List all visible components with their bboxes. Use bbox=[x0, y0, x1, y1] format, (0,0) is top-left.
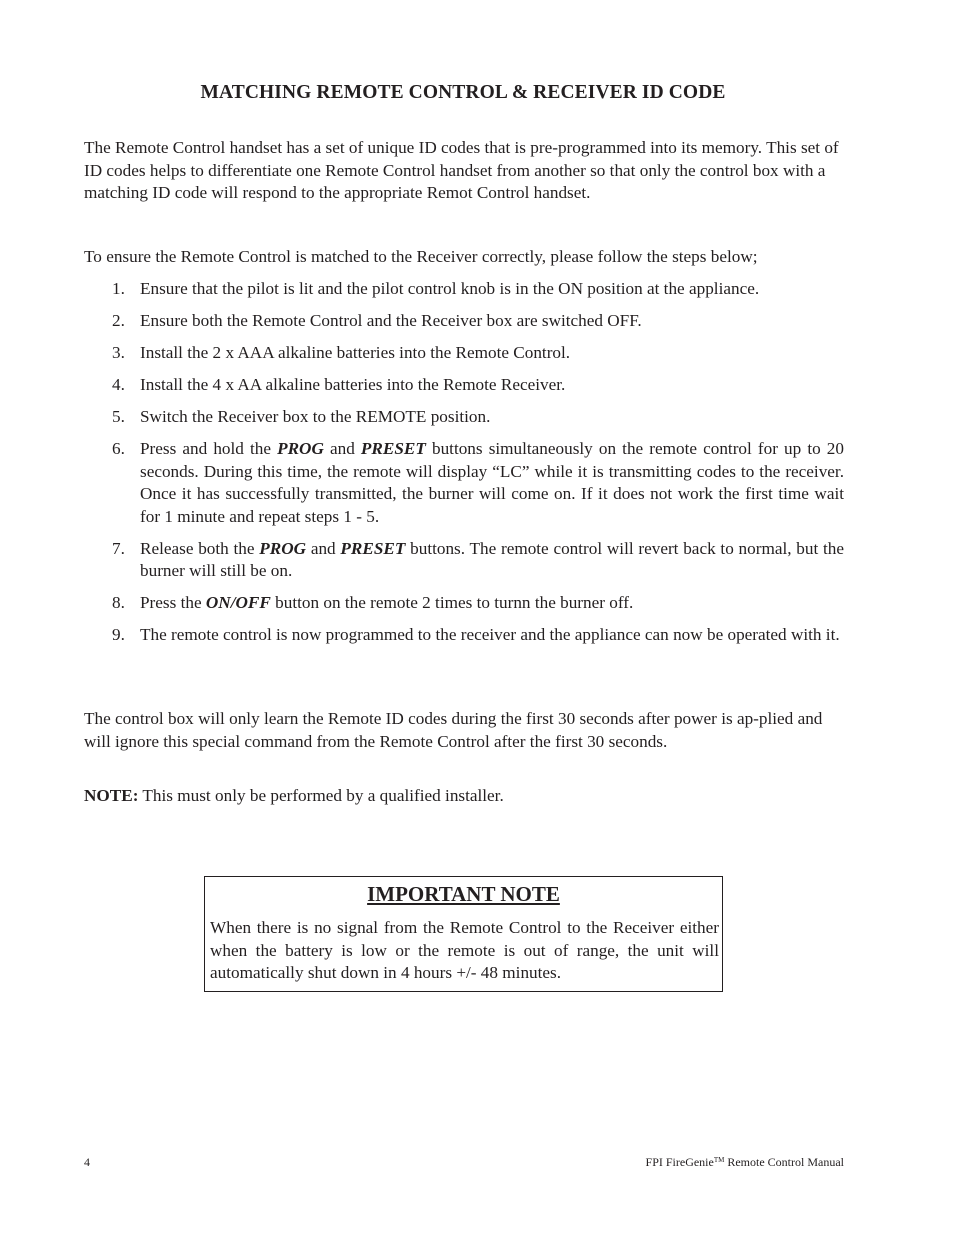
step-text: The remote control is now programmed to the receiver and the appliance can now be operated with it. bbox=[140, 625, 840, 644]
step-2 bbox=[84, 310, 844, 333]
step-number: 9. bbox=[112, 625, 125, 644]
step-text-part: button on the remote 2 times to turnn the burner off. bbox=[270, 593, 634, 612]
step-5 bbox=[84, 406, 844, 429]
note-paragraph bbox=[84, 785, 844, 808]
step-number: 5. bbox=[112, 407, 125, 426]
preset-button-term: PRESET bbox=[340, 538, 406, 558]
preset-button-term: PRESET bbox=[360, 439, 426, 458]
lead-paragraph: To ensure the Remote Control is matched to the Receiver correctly, please follow the steps below; bbox=[84, 247, 758, 266]
step-text: Install the 4 x AA alkaline batteries into the Remote Receiver. bbox=[140, 375, 566, 394]
step-8 bbox=[84, 592, 844, 615]
step-text: Ensure that the pilot is lit and the pilot control knob is in the ON position at the appliance. bbox=[140, 279, 760, 298]
step-number: 8. bbox=[112, 593, 125, 612]
prog-button-term: PROG bbox=[259, 538, 307, 558]
step-number: 1. bbox=[112, 279, 125, 298]
note-label: NOTE: bbox=[84, 786, 139, 805]
step-4 bbox=[84, 374, 844, 397]
step-1 bbox=[84, 278, 844, 301]
step-text-part: Release both the bbox=[140, 538, 260, 558]
important-note-text: When there is no signal from the Remote Control to the Receiver either when the battery is low or the remote is out of range, the unit will automatically shut down in 4 hours +/- 48 minutes. bbox=[210, 918, 719, 982]
steps-list bbox=[84, 278, 844, 656]
page-title: MATCHING REMOTE CONTROL & RECEIVER ID CODE bbox=[200, 82, 726, 103]
step-6 bbox=[84, 438, 844, 528]
note-text: This must only be performed by a qualified installer. bbox=[138, 786, 504, 805]
step-number: 4. bbox=[112, 375, 125, 394]
step-text: Install the 2 x AAA alkaline batteries into the Remote Control. bbox=[140, 343, 571, 362]
step-number: 3. bbox=[112, 343, 125, 362]
step-number: 7. bbox=[112, 538, 125, 558]
step-9 bbox=[84, 624, 844, 647]
onoff-button-term: ON/OFF bbox=[205, 593, 271, 612]
step-text-part: Press and hold the bbox=[140, 439, 278, 458]
step-text-part: buttons. The remote control will revert back to normal, but the burner will still be on. bbox=[140, 538, 845, 580]
learn-paragraph: The control box will only learn the Remote ID codes during the first 30 seconds after power is ap-plied and will ignore this special command from the Remote Control after the first 30 seconds. bbox=[84, 709, 823, 751]
step-text-part: and bbox=[306, 538, 341, 558]
footer-brand: FPI FireGenie bbox=[645, 1155, 714, 1169]
step-text: Ensure both the Remote Control and the Receiver box are switched OFF. bbox=[140, 311, 642, 330]
step-text-part: buttons simultaneously on the remote control for up to 20 seconds. During this time, the remote will display “LC” while it is transmitting codes to the receiver. Once it has successfully transmitted, the burner will come on. If it does not work the first time wait for 1 minute and repeat steps 1 - 5. bbox=[140, 439, 844, 526]
step-text: Switch the Receiver box to the REMOTE position. bbox=[140, 407, 491, 426]
footer-manual-title bbox=[646, 1155, 844, 1170]
step-number: 6. bbox=[112, 439, 125, 458]
page-number: 4 bbox=[84, 1155, 90, 1169]
step-number: 2. bbox=[112, 311, 125, 330]
important-note-title: IMPORTANT NOTE bbox=[367, 882, 560, 906]
step-text-part: and bbox=[323, 439, 361, 458]
intro-paragraph: The Remote Control handset has a set of unique ID codes that is pre-programmed into its memory. This set of ID codes helps to differentiate one Remote Control handset from another so that only the control box with a matching ID code will respond to the appropriate Remot Control handset. bbox=[84, 138, 839, 202]
important-note-box bbox=[204, 876, 723, 992]
footer-rest: Remote Control Manual bbox=[724, 1155, 844, 1169]
step-7 bbox=[84, 538, 844, 583]
step-text-part: Press the bbox=[140, 593, 206, 612]
prog-button-term: PROG bbox=[277, 439, 324, 458]
step-3 bbox=[84, 342, 844, 365]
trademark-mark: TM bbox=[713, 1156, 725, 1164]
